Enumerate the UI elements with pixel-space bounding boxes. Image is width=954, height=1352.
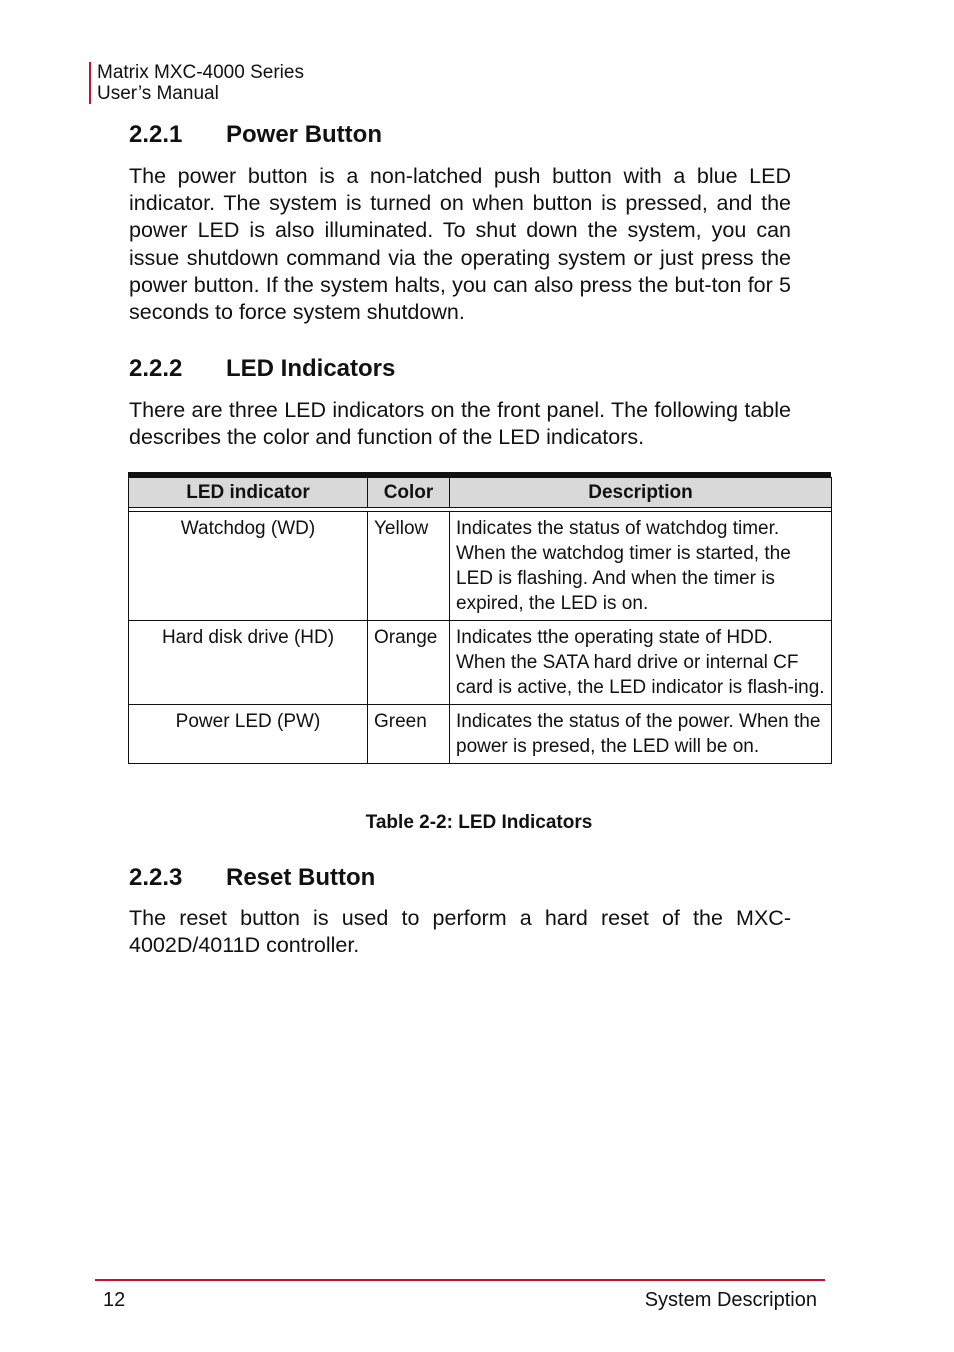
section-number: 2.2.1 xyxy=(129,121,183,148)
column-header-color: Color xyxy=(368,478,450,508)
cell-color: Green xyxy=(368,705,450,764)
section-number: 2.2.3 xyxy=(129,864,183,891)
section-body-reset-button: The reset button is used to perform a hard reset of the MXC-4002D/4011D controller. xyxy=(129,906,791,958)
cell-description: Indicates the status of watchdog timer. When the watchdog timer is started, the LED is flashing. And when the timer is expired, the LED is on. xyxy=(450,512,832,621)
cell-description: Indicates the status of the power. When the power is presed, the LED will be on. xyxy=(450,705,832,764)
section-title: Power Button xyxy=(226,121,382,148)
led-indicator-table xyxy=(128,472,831,764)
column-header-description: Description xyxy=(450,478,832,508)
header-title: Matrix MXC-4000 Series xyxy=(97,62,304,83)
cell-indicator: Watchdog (WD) xyxy=(129,512,368,621)
running-header xyxy=(89,62,304,104)
section-title: LED Indicators xyxy=(226,355,396,382)
column-header-led-indicator: LED indicator xyxy=(129,478,368,508)
cell-color: Orange xyxy=(368,621,450,705)
section-heading-power-button xyxy=(129,121,382,149)
page-number: 12 xyxy=(103,1289,126,1311)
cell-indicator: Hard disk drive (HD) xyxy=(129,621,368,705)
table-header-row xyxy=(129,478,832,508)
table-row xyxy=(129,705,832,764)
cell-indicator: Power LED (PW) xyxy=(129,705,368,764)
table-row xyxy=(129,621,832,705)
section-heading-led-indicators xyxy=(129,355,395,383)
section-heading-reset-button xyxy=(129,864,375,892)
section-body-power-button: The power button is a non-latched push button with a blue LED indicator. The system is turned on when button is pressed, and the power LED is also illuminated. To shut down the system, you can issue shutdown command via the operating system or just press the power button. If the system halts, you can also press the but-ton for 5 seconds to force system shutdown. xyxy=(129,164,791,325)
cell-description: Indicates tthe operating state of HDD. When the SATA hard drive or internal CF card is active, the LED indicator is flash-ing. xyxy=(450,621,832,705)
cell-color: Yellow xyxy=(368,512,450,621)
section-body-led-indicators: There are three LED indicators on the front panel. The following table describes the color and function of the LED indicators. xyxy=(129,398,791,450)
section-number: 2.2.2 xyxy=(129,355,183,382)
header-subtitle: User’s Manual xyxy=(97,83,219,104)
section-title: Reset Button xyxy=(226,864,376,891)
footer-rule xyxy=(95,1279,825,1281)
chapter-title: System Description xyxy=(644,1289,817,1311)
table-caption: Table 2-2: LED Indicators xyxy=(365,812,593,833)
table-row xyxy=(129,512,832,621)
